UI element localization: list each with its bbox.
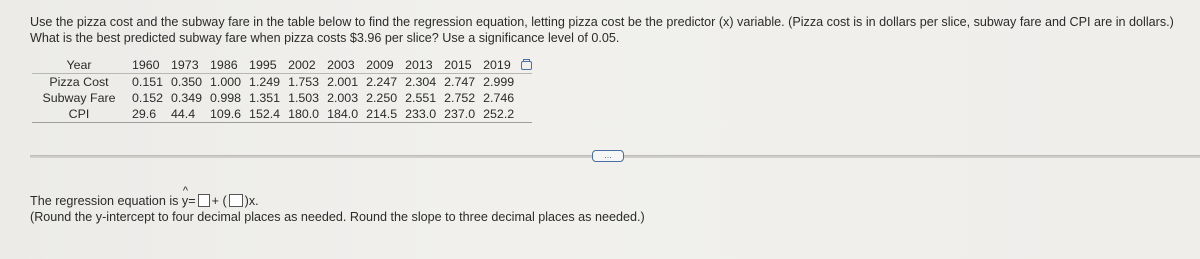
copy-cell (518, 57, 532, 74)
table-cell: 1995 (249, 58, 277, 72)
equation-prefix: The regression equation is (30, 194, 179, 208)
table-cell: 2003 (327, 58, 355, 72)
table-cell: 152.4 (245, 106, 284, 123)
table-cell: 0.350 (167, 74, 206, 91)
y-hat-symbol: ^ y (181, 185, 189, 208)
table-cell: 1.503 (288, 91, 320, 105)
table-cell: 214.5 (362, 106, 401, 123)
table-cell: 1973 (171, 58, 199, 72)
more-options-button[interactable]: ... (592, 150, 624, 162)
table-cell: 233.0 (401, 106, 440, 123)
answer-area (30, 185, 645, 225)
table-cell: 2013 (405, 58, 433, 72)
table-cell: 2.003 (327, 91, 359, 105)
table-row (32, 106, 532, 123)
x-variable: x. (248, 194, 259, 208)
table-cell: 2009 (366, 58, 394, 72)
row-label: Subway Fare (42, 91, 116, 105)
table-cell: 2002 (288, 58, 316, 72)
data-table (32, 57, 532, 123)
table-cell: 0.349 (171, 91, 203, 105)
plus-sign: + (211, 194, 219, 208)
table-cell: 2015 (444, 58, 472, 72)
table-cell: 2.304 (401, 74, 440, 91)
table-cell: 44.4 (167, 106, 206, 123)
table-cell: 1960 (132, 58, 160, 72)
table-cell: 2.999 (479, 74, 518, 91)
table-cell: 2.752 (444, 91, 476, 105)
table-cell: 2.247 (362, 74, 401, 91)
regression-equation-line (30, 185, 645, 209)
table-row (32, 74, 532, 91)
table-cell: 180.0 (284, 106, 323, 123)
row-label: Year (66, 58, 92, 72)
table-cell: 109.6 (206, 106, 245, 123)
table-cell: 1.000 (206, 74, 245, 91)
table-cell: 2019 (483, 58, 511, 72)
spacer-cell (518, 74, 532, 91)
table-cell: 0.998 (210, 91, 242, 105)
rounding-note: (Round the y-intercept to four decimal places as needed. Round the slope to three decimal places as needed.) (30, 210, 645, 224)
y-intercept-input[interactable] (198, 194, 210, 207)
table-cell: 1.249 (245, 74, 284, 91)
table-cell: 2.001 (323, 74, 362, 91)
table-cell: 1.351 (249, 91, 281, 105)
table-cell: 184.0 (323, 106, 362, 123)
close-paren: ) (244, 194, 249, 208)
table-cell: 29.6 (128, 106, 167, 123)
copy-data-icon[interactable] (521, 61, 532, 70)
table-cell: 2.250 (366, 91, 398, 105)
table-row (32, 57, 532, 74)
spacer-cell (518, 90, 532, 106)
table-cell: 1986 (210, 58, 238, 72)
open-paren: ( (222, 194, 227, 208)
table-cell: 237.0 (440, 106, 479, 123)
equals-sign: = (188, 194, 196, 208)
slope-input[interactable] (229, 194, 243, 207)
question-text: Use the pizza cost and the subway fare in the table below to find the regression equation, letting pizza cost be the predictor (x) variable. (Pizza cost is in dollars per slice, subway fare and CPI are in dollars.) What is the best predicted subway fare when pizza costs $3.96 per slice? Use a significance level of 0.05. (30, 15, 1174, 45)
table-cell: 0.152 (132, 91, 164, 105)
table-cell: 252.2 (479, 106, 518, 123)
table-cell: 0.151 (128, 74, 167, 91)
table-cell: 2.746 (483, 91, 515, 105)
row-label: CPI (32, 106, 128, 123)
spacer-cell (518, 106, 532, 123)
row-label: Pizza Cost (32, 74, 128, 91)
table-cell: 2.551 (405, 91, 437, 105)
table-row (32, 90, 532, 106)
table-cell: 1.753 (284, 74, 323, 91)
table-cell: 2.747 (440, 74, 479, 91)
